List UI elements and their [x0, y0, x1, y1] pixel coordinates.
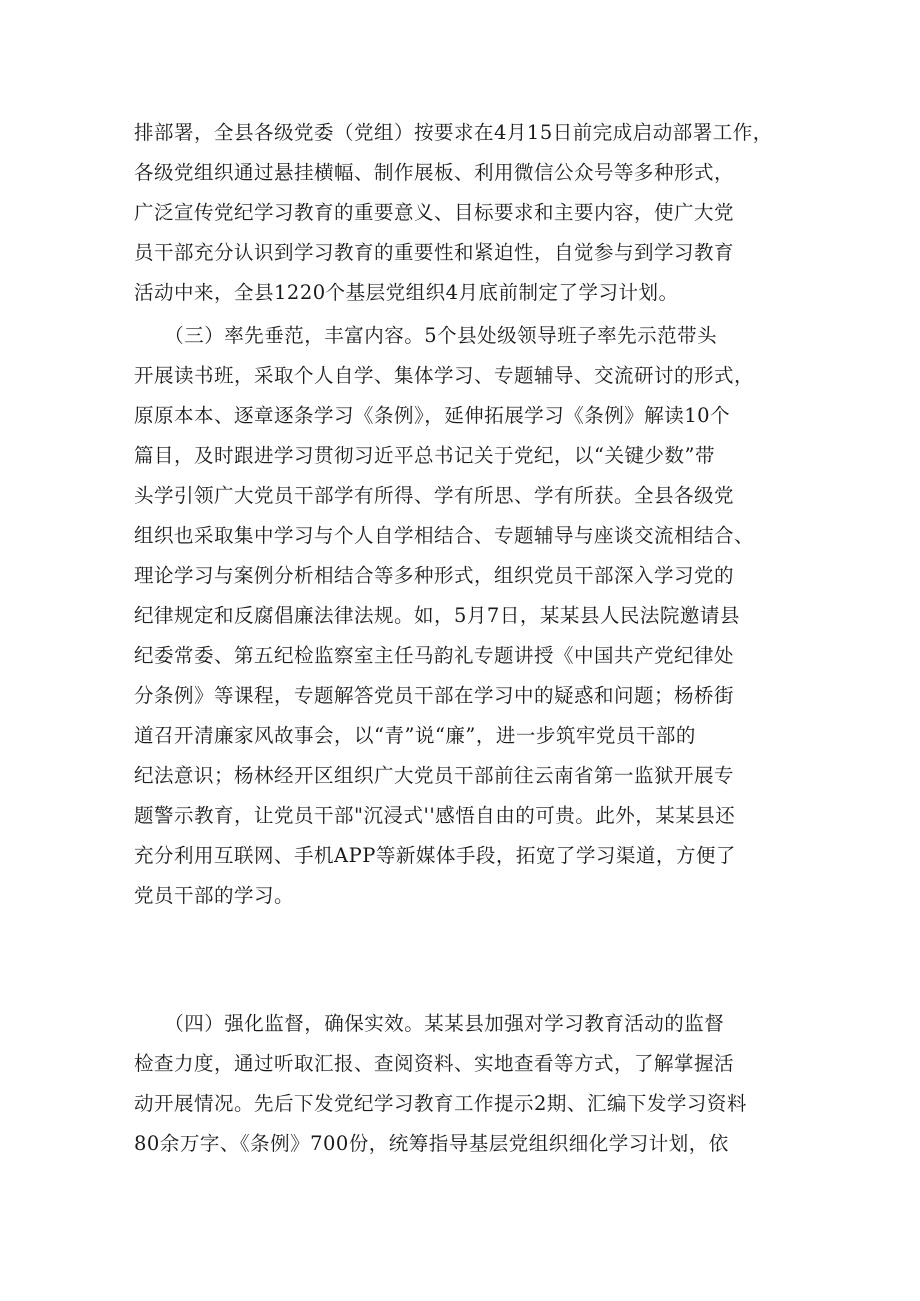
text-line: 党员干部的学习。	[134, 884, 295, 907]
text-line: 开展读书班，采取个人自学、集体学习、专题辅导、交流研讨的形式，	[134, 364, 755, 387]
text-line: 题警示教育，让党员干部"沉浸式''感悟自由的可贵。此外，某某县还	[134, 804, 736, 827]
text-line: 头学引领广大党员干部学有所得、学有所思、学有所获。全县各级党	[134, 484, 735, 507]
text-line: 80余万字、《条例》700份，统筹指导基层党组织细化学习计划，依	[134, 1132, 729, 1155]
paragraph-section-four	[134, 1004, 794, 1164]
text-line: 纪法意识；杨林经开区组织广大党员干部前往云南省第一监狱开展专	[134, 764, 735, 787]
text-line: 排部署，全县各级党委（党组）按要求在4月15日前完成启动部署工作，	[134, 121, 773, 144]
text-line: 理论学习与案例分析相结合等多种形式，组织党员干部深入学习党的	[134, 564, 735, 587]
text-line: 分条例》等课程，专题解答党员干部在学习中的疑惑和问题；杨桥街	[134, 684, 735, 707]
text-line: 道召开清廉家风故事会，以“青”说“廉”，进一步筑牢党员干部的	[134, 724, 696, 747]
paragraph-section-three	[134, 316, 794, 916]
text-line: 充分利用互联网、手机APP等新媒体手段，拓宽了学习渠道，方便了	[134, 844, 736, 867]
paragraph-deployment	[134, 113, 794, 313]
text-line: （四）强化监督，确保实效。某某县加强对学习教育活动的监督	[134, 1012, 725, 1035]
text-line: 篇目，及时跟进学习贯彻习近平总书记关于党纪，以“关键少数”带	[134, 444, 715, 467]
text-line: 动开展情况。先后下发党纪学习教育工作提示2期、汇编下发学习资料	[134, 1092, 747, 1115]
text-line: 组织也采取集中学习与个人自学相结合、专题辅导与座谈交流相结合、	[134, 524, 755, 547]
text-line: 广泛宣传党纪学习教育的重要意义、目标要求和主要内容，使广大党	[134, 201, 735, 224]
text-line: 检查力度，通过听取汇报、查阅资料、实地查看等方式，了解掌握活	[134, 1052, 735, 1075]
text-line: 活动中来，全县1220个基层党组织4月底前制定了学习计划。	[134, 281, 679, 304]
text-line: 纪律规定和反腐倡廉法律法规。如，5月7日，某某县人民法院邀请县	[134, 604, 740, 627]
text-line: 纪委常委、第五纪检监察室主任马韵礼专题讲授《中国共产党纪律处	[134, 644, 735, 667]
text-line: 员干部充分认识到学习教育的重要性和紧迫性，自觉参与到学习教育	[134, 241, 735, 264]
text-line: 各级党组织通过悬挂横幅、制作展板、利用微信公众号等多种形式，	[134, 161, 735, 184]
text-line: （三）率先垂范，丰富内容。5个县处级领导班子率先示范带头	[134, 324, 718, 347]
text-line: 原原本本、逐章逐条学习《条例》，延伸拓展学习《条例》解读10个	[134, 404, 731, 427]
